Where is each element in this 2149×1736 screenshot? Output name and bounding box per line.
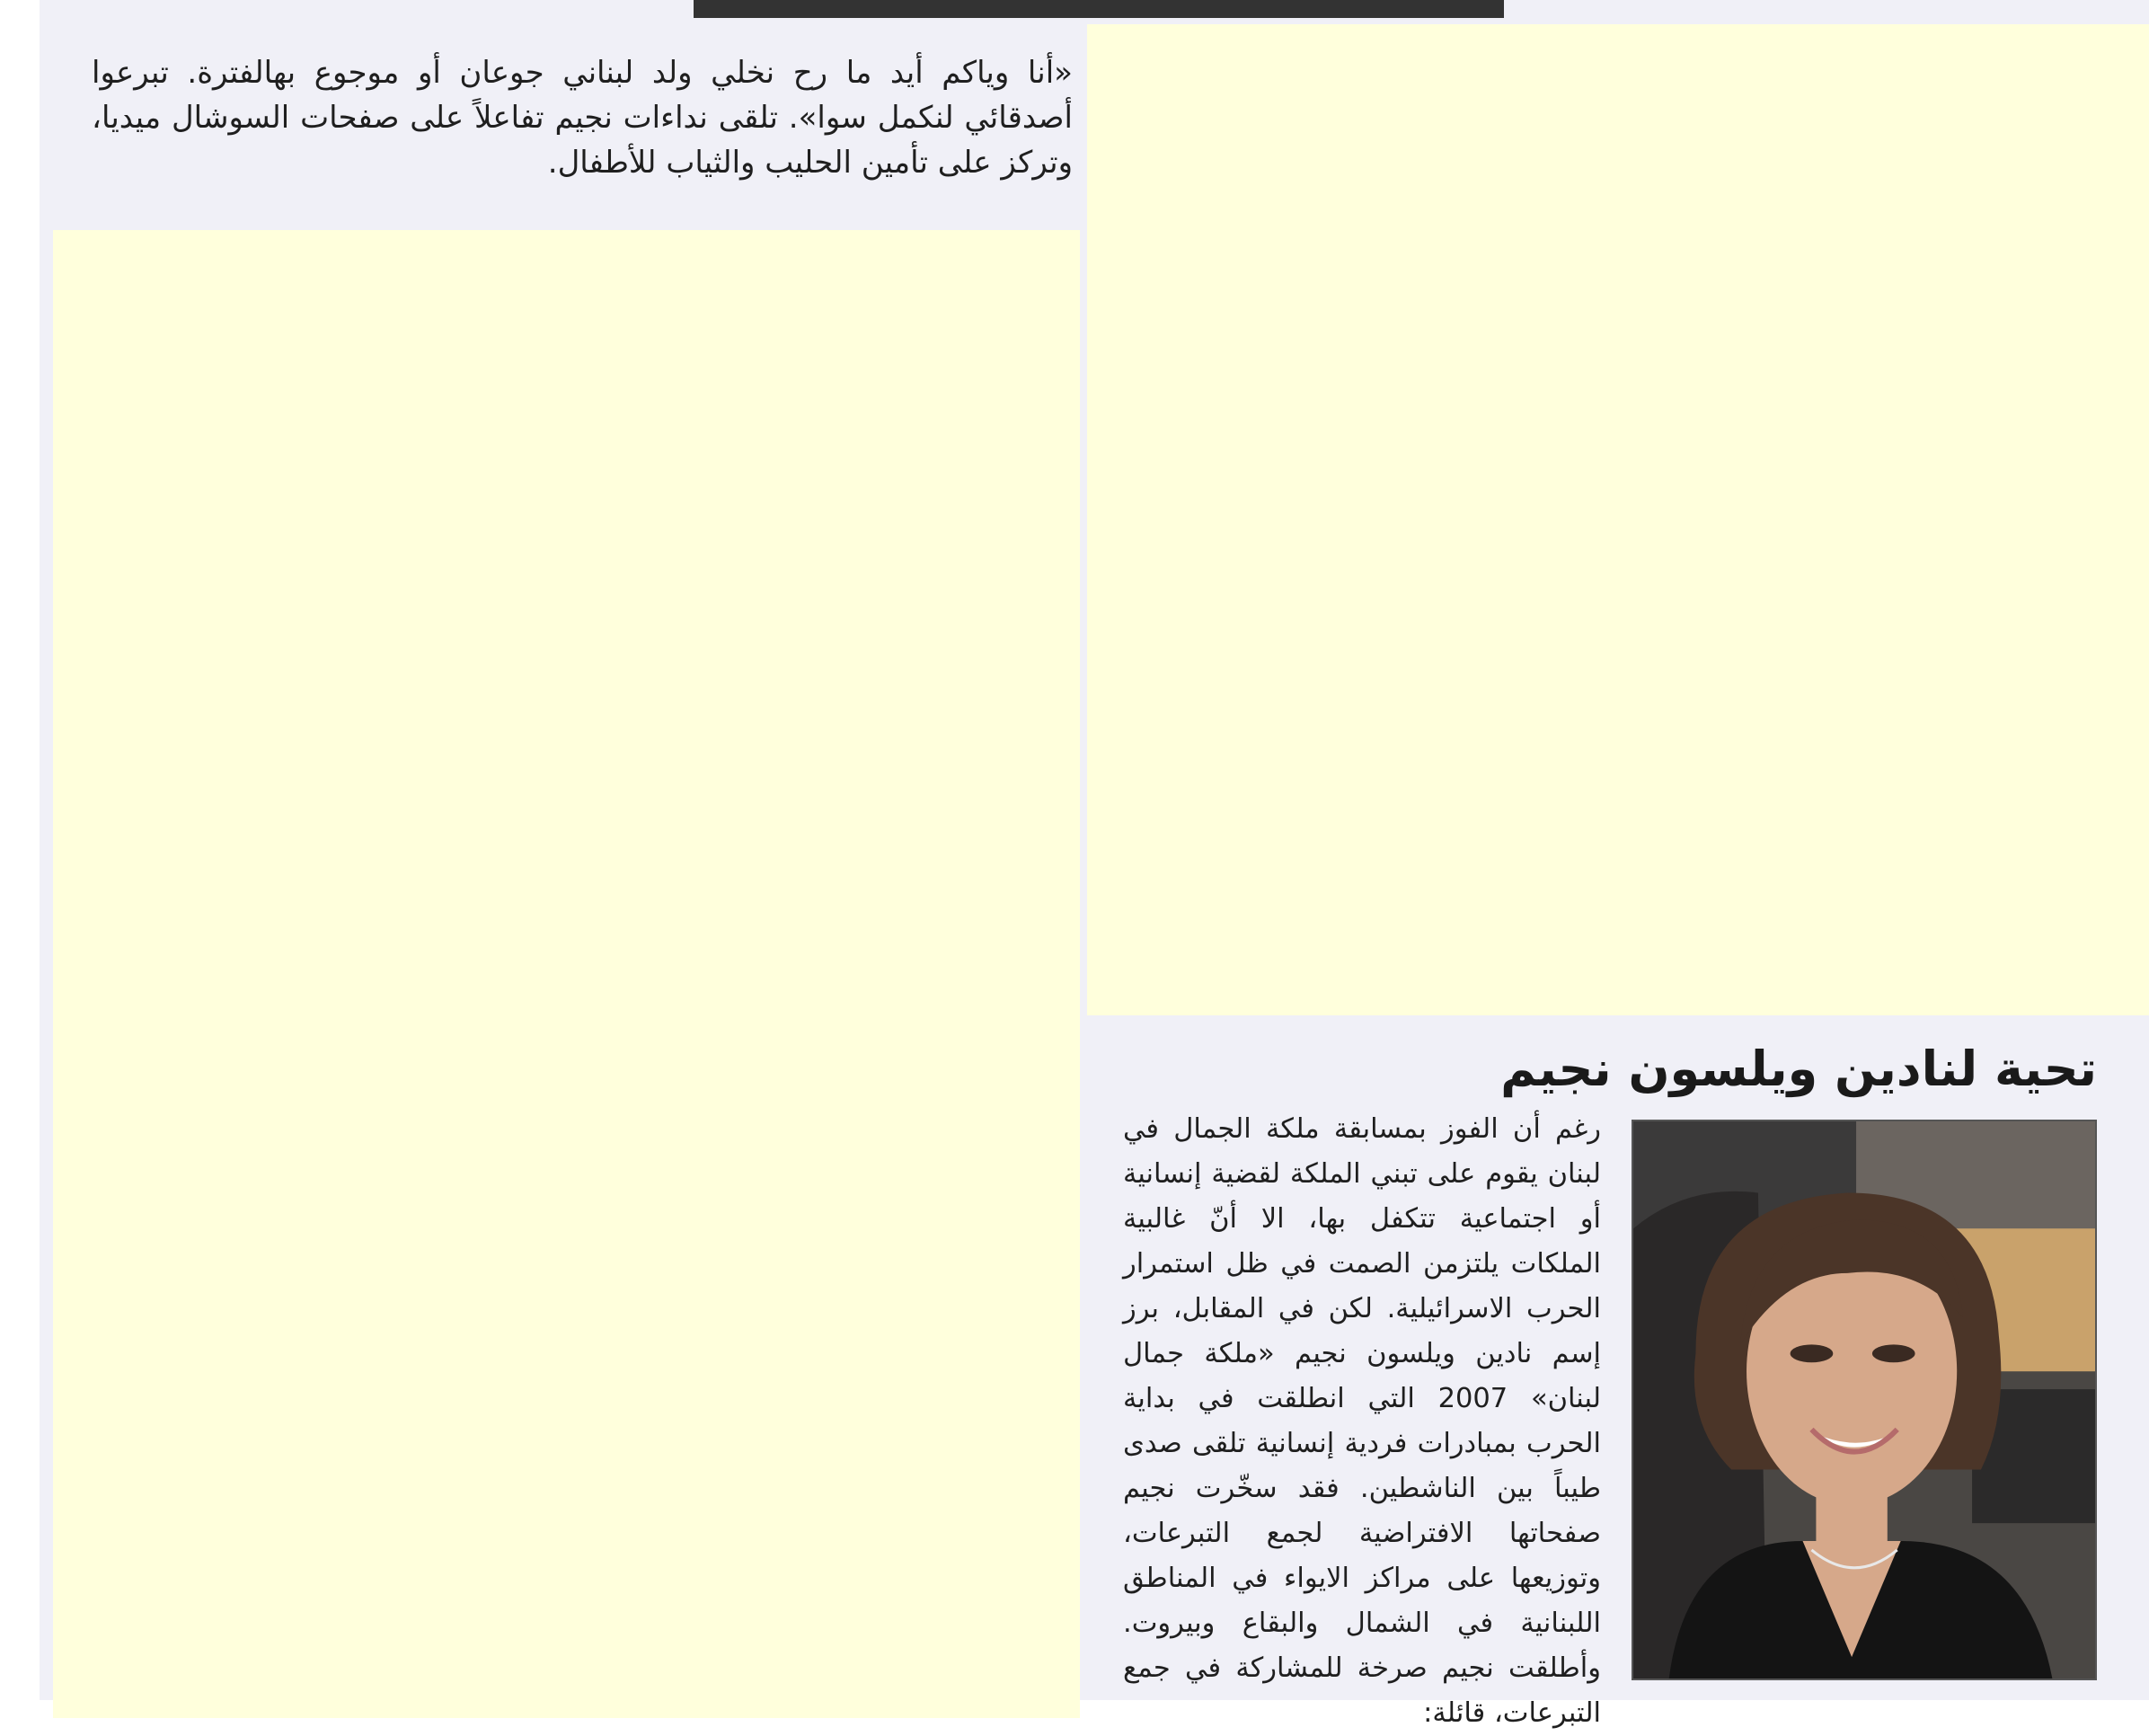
portrait-image (1633, 1121, 2095, 1678)
article-headline: تحية لنادين ويلسون نجيم (1500, 1041, 2097, 1097)
article-body: رغم أن الفوز بمسابقة ملكة الجمال في لبنان يقوم على تبني الملكة لقضية إنسانية أو اجتماعية تتكفل بها، الا أنّ غالبية الملكات يلتزمن الصمت في ظل استمرار الحرب الاسرائيلية. لكن في المقابل، برز إسم نادين ويلسون نجيم «ملكة جمال لبنان» 2007 التي انطلقت في بداية الحرب بمبادرات فردية إنسانية تلقى صدى طيباً بين الناشطين. فقد سخّرت نجيم صفحاتها الافتراضية لجمع التبرعات، وتوزيعها على مراكز الايواء في المناطق اللبنانية في الشمال والبقاع وبيروت. وأطلقت نجيم صرخة للمشاركة في جمع التبرعات، قائلة: (1123, 1113, 1602, 1729)
article-photo (1632, 1120, 2097, 1680)
ad-placeholder-left (53, 230, 1080, 1718)
quote-paragraph: «أنا وياكم أيد ما رح نخلي ولد لبناني جوعان أو موجوع بهالفترة. تبرعوا أصدقائي لنكمل سوا». تلقى نداءات نجيم تفاعلاً على صفحات السوشال ميديا، وتركز على تأمين الحليب والثياب للأطفال. (92, 55, 1073, 181)
ad-placeholder-right (1087, 24, 2149, 1015)
top-bar (694, 0, 1504, 18)
